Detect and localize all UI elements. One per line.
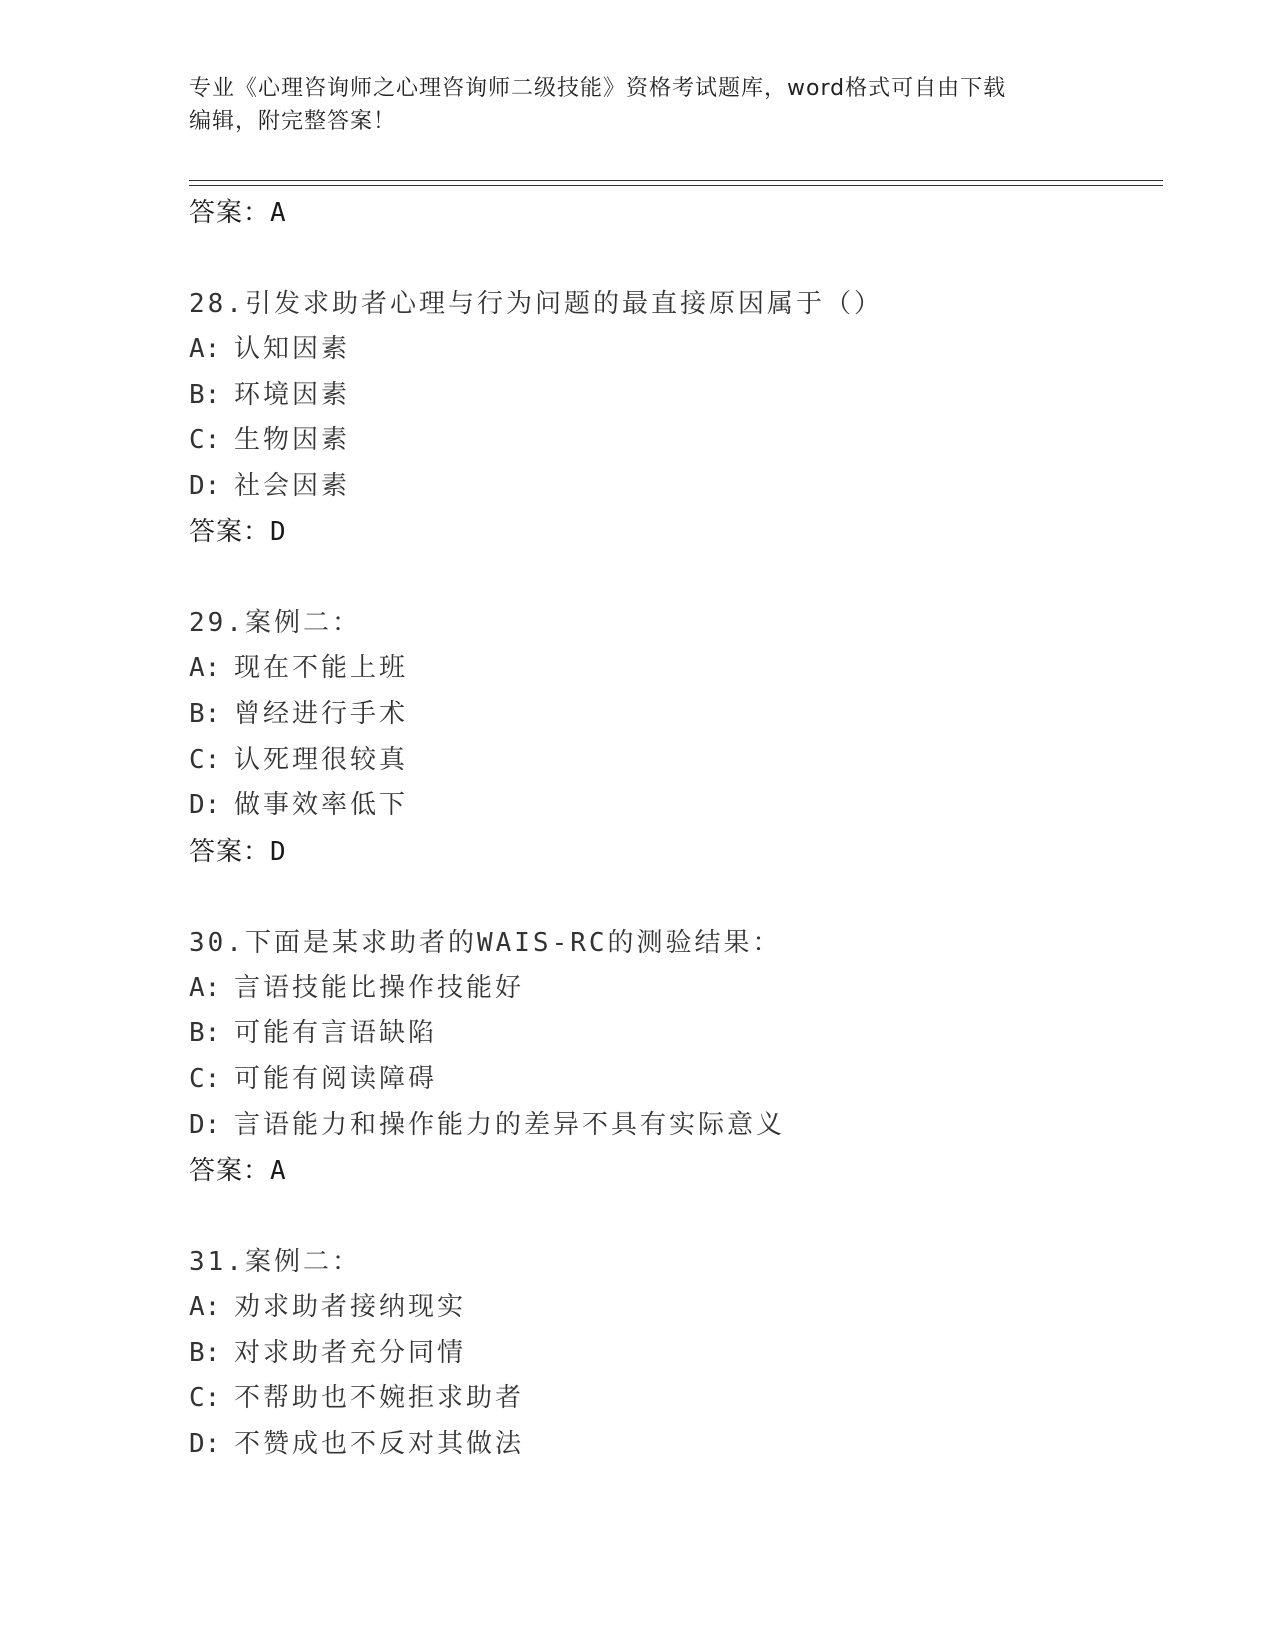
option-letter: D: [189,1109,221,1140]
option-d [189,464,1169,510]
answer-value: A [270,1156,287,1187]
option-text: 不赞成也不反对其做法 [234,1428,525,1459]
answer-label: 答案： [189,517,271,548]
option-letter: B: [189,698,221,729]
option-letter: B: [189,379,221,410]
option-b [189,1331,1169,1377]
option-b [189,373,1169,419]
header-line-1: 专业《心理咨询师之心理咨询师二级技能》资格考试题库，word格式可自由下载 [189,76,1007,101]
answer-label: 答案： [189,198,271,228]
question-block [189,281,1169,555]
question-block [189,1239,1169,1467]
option-letter: A: [189,334,221,364]
question-stem: 28.引发求助者心理与行为问题的最直接原因属于（） [189,289,883,319]
header-divider-top [189,180,1163,181]
header-divider-bottom [189,185,1163,186]
option-text: 认知因素 [234,334,351,364]
option-d [189,783,1169,829]
answer-line [189,829,1169,875]
answer-value: D [270,517,287,548]
option-letter: A: [189,972,221,1003]
option-letter: D: [189,470,221,501]
question-block [189,600,1169,874]
answer-line [189,190,1169,236]
option-text: 言语技能比操作技能好 [234,972,525,1003]
question-stem: 30.下面是某求助者的WAIS-RC的测验结果： [189,927,782,958]
option-c [189,1376,1169,1422]
question-block [189,920,1169,1194]
option-a [189,966,1169,1012]
option-text: 不帮助也不婉拒求助者 [234,1383,525,1414]
option-a [189,1285,1169,1331]
option-text: 曾经进行手术 [234,698,409,729]
spacer [189,1194,1169,1239]
answer-line [189,1148,1169,1194]
question-list [189,190,1169,1468]
question-stem: 29.案例二： [189,608,361,639]
answer-label: 答案： [189,836,271,867]
answer-label: 答案： [189,1156,271,1187]
question-stem: 31.案例二： [189,1247,361,1278]
option-a [189,327,1169,373]
option-text: 社会因素 [234,470,351,501]
answer-value: D [270,836,287,867]
option-text: 劝求助者接纳现实 [234,1292,467,1323]
option-letter: D: [189,790,221,821]
spacer [189,236,1169,281]
answer-line [189,509,1169,555]
option-text: 生物因素 [234,425,351,456]
header-line-2: 编辑，附完整答案！ [189,109,397,134]
spacer [189,555,1169,600]
option-text: 可能有阅读障碍 [234,1063,438,1094]
option-c [189,738,1169,784]
option-b [189,692,1169,738]
option-text: 现在不能上班 [234,653,409,684]
option-b [189,1011,1169,1057]
option-letter: A: [189,1292,221,1323]
option-text: 可能有言语缺陷 [234,1018,438,1049]
option-letter: B: [189,1018,221,1049]
option-letter: C: [189,1063,221,1094]
option-letter: D: [189,1428,221,1459]
option-letter: C: [189,744,221,775]
option-text: 对求助者充分同情 [234,1337,467,1368]
option-letter: A: [189,653,221,684]
option-text: 认死理很较真 [234,744,409,775]
option-c [189,418,1169,464]
option-text: 言语能力和操作能力的差异不具有实际意义 [234,1109,786,1140]
option-a [189,646,1169,692]
option-text: 环境因素 [234,379,351,410]
option-letter: C: [189,1383,221,1414]
spacer [189,875,1169,920]
option-text: 做事效率低下 [234,790,409,821]
option-letter: B: [189,1337,221,1368]
answer-value: A [270,198,287,228]
option-letter: C: [189,425,221,456]
option-d [189,1422,1169,1468]
document-header [189,72,1089,138]
option-c [189,1057,1169,1103]
option-d [189,1103,1169,1149]
